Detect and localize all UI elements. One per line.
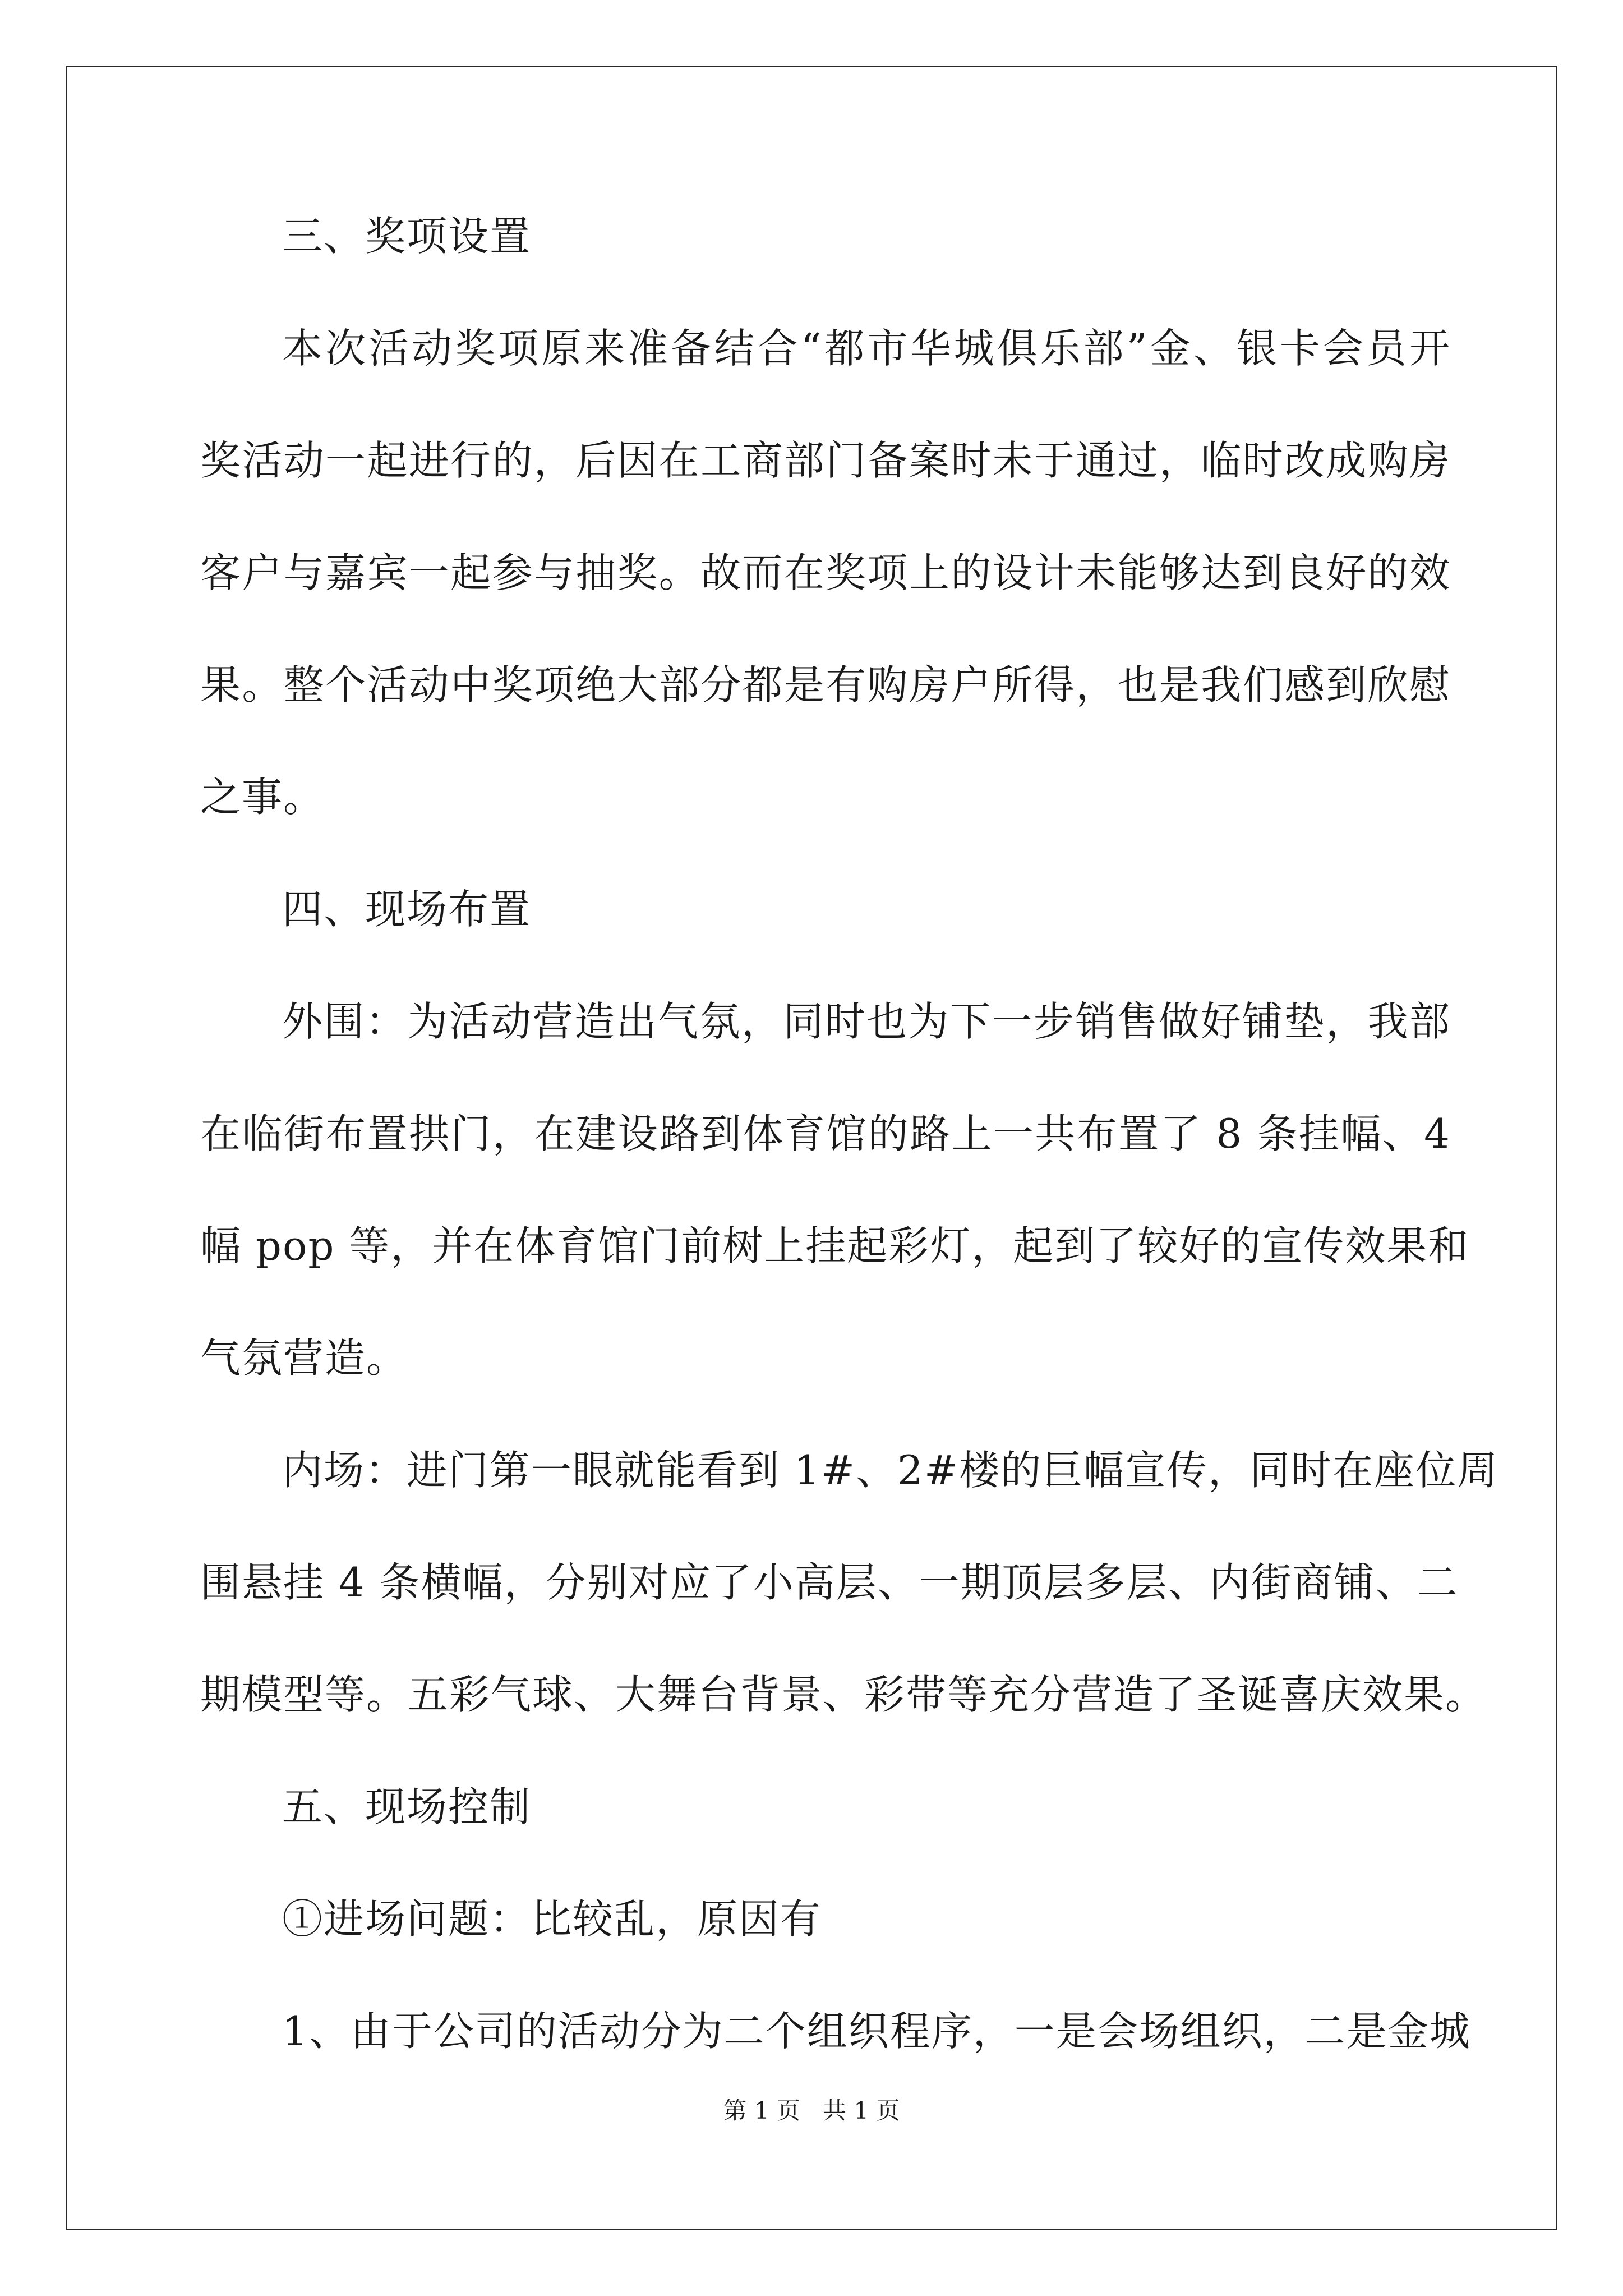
paragraph-line: 气氛营造。	[200, 1335, 408, 1382]
paragraph-line: 客户与嘉宾一起参与抽奖。故而在奖项上的设计未能够达到良好的效	[200, 549, 1451, 596]
paragraph-line: 外围：为活动营造出气氛，同时也为下一步销售做好铺垫，我部	[282, 998, 1451, 1045]
paragraph-line: 围悬挂 4 条横幅，分别对应了小高层、一期顶层多层、内街商铺、二	[200, 1559, 1459, 1606]
paragraph-line: 1、由于公司的活动分为二个组织程序，一是会场组织，二是金城	[282, 2008, 1471, 2055]
paragraph-line: 本次活动奖项原来准备结合“都市华城俱乐部”金、银卡会员开	[282, 325, 1451, 372]
paragraph-line: 内场：进门第一眼就能看到 1#、2#楼的巨幅宣传，同时在座位周	[282, 1447, 1499, 1494]
paragraph-line: 幅 pop 等，并在体育馆门前树上挂起彩灯，起到了较好的宣传效果和	[200, 1222, 1470, 1269]
paragraph-line: 在临街布置拱门，在建设路到体育馆的路上一共布置了 8 条挂幅、4	[200, 1110, 1451, 1157]
paragraph-line: 果。整个活动中奖项绝大部分都是有购房户所得，也是我们感到欣慰	[200, 661, 1451, 708]
paragraph-line: 期模型等。五彩气球、大舞台背景、彩带等充分营造了圣诞喜庆效果。	[200, 1671, 1487, 1718]
page-footer: 第 1 页 共 1 页	[723, 2097, 900, 2124]
section-heading-control: 五、现场控制	[282, 1783, 532, 1830]
paragraph-line: ①进场问题：比较乱，原因有	[282, 1895, 822, 1943]
paragraph-line: 之事。	[200, 774, 325, 821]
document-body	[200, 213, 1499, 2123]
section-heading-awards: 三、奖项设置	[282, 213, 532, 260]
section-heading-layout: 四、现场布置	[282, 886, 532, 933]
paragraph-line: 奖活动一起进行的，后因在工商部门备案时未于通过，临时改成购房	[200, 437, 1451, 484]
